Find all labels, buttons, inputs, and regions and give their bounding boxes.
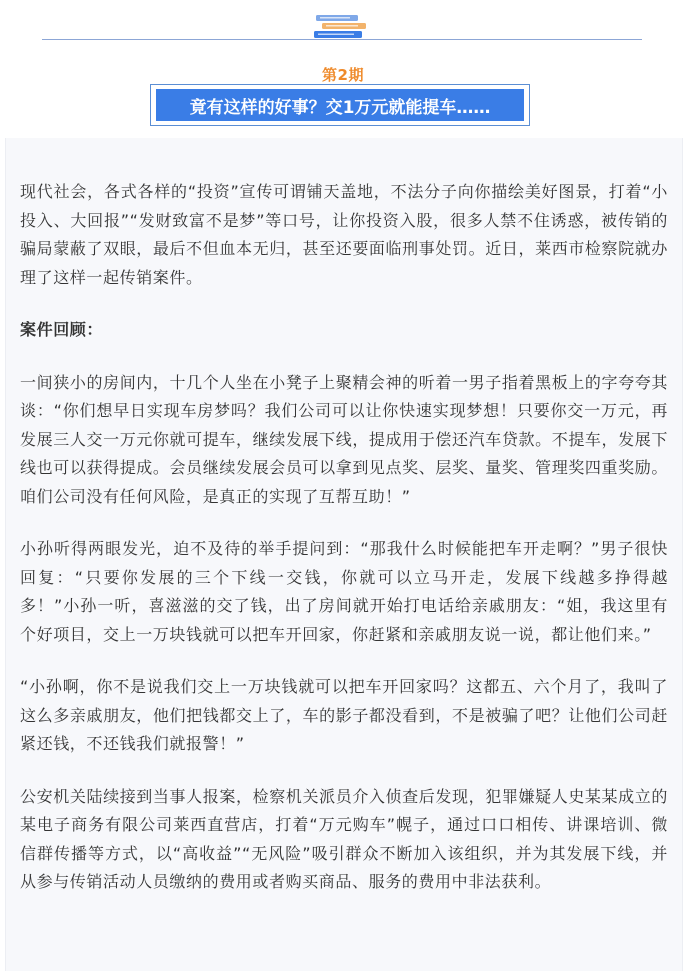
article-card (5, 138, 683, 971)
article-title: 竟有这样的好事？交1万元就能提车…… (156, 89, 524, 121)
intro-paragraph: 现代社会，各式各样的“投资”宣传可谓铺天盖地，不法分子向你描绘美好图景，打着“小投入、大回报”“发财致富不是梦”等口号，让你投资入股，很多人禁不住诱惑，被传销的骗局蒙蔽了双眼，最后不但血本无归，甚至还要面临刑事处罚。近日，莱西市检察院就办理了这样一起传销案件。 (20, 182, 668, 287)
issue-label: 第2期 (322, 66, 364, 84)
header-divider (42, 39, 642, 40)
case-paragraph-3: “小孙啊，你不是说我们交上一万块钱就可以把车开回家吗？这都五、六个月了，我叫了这么多亲戚朋友，他们把钱都交上了，车的影子都没看到，不是被骗了吧？让他们公司赶紧还钱，不还钱我们就报警！” (20, 677, 668, 753)
stacked-books-icon (312, 14, 370, 42)
case-paragraph-1: 一间狭小的房间内，十几个人坐在小凳子上聚精会神的听着一男子指着黑板上的字夸夸其谈：“你们想早日实现车房梦吗？我们公司可以让你快速实现梦想！只要你交一万元，再发展三人交一万元你就可提车，继续发展下线，提成用于偿还汽车贷款。不提车，发展下线也可以获得提成。会员继续发展会员可以拿到见点奖、层奖、量奖、管理奖四重奖励。咱们公司没有任何风险，是真正的实现了互帮互助！” (20, 372, 668, 506)
title-frame (150, 84, 530, 126)
article-body (20, 178, 668, 921)
case-paragraph-4: 公安机关陆续接到当事人报案，检察机关派员介入侦查后发现，犯罪嫌疑人史某某成立的某电子商务有限公司莱西直营店，打着“万元购车”幌子，通过口口相传、讲课培训、微信群传播等方式，以“高收益”“无风险”吸引群众不断加入该组织，并为其发展下线，并从参与传销活动人员缴纳的费用或者购买商品、服务的费用中非法获利。 (20, 786, 668, 891)
section-heading: 案件回顾： (20, 320, 104, 339)
case-paragraph-2: 小孙听得两眼发光，迫不及待的举手提问到：“那我什么时候能把车开走啊？”男子很快回复：“只要你发展的三个下线一交钱，你就可以立马开走，发展下线越多挣得越多！”小孙一听，喜滋滋的交了钱，出了房间就开始打电话给亲戚朋友：“姐，我这里有个好项目，交上一万块钱就可以把车开回家，你赶紧和亲戚朋友说一说，都让他们来。” (20, 539, 668, 644)
